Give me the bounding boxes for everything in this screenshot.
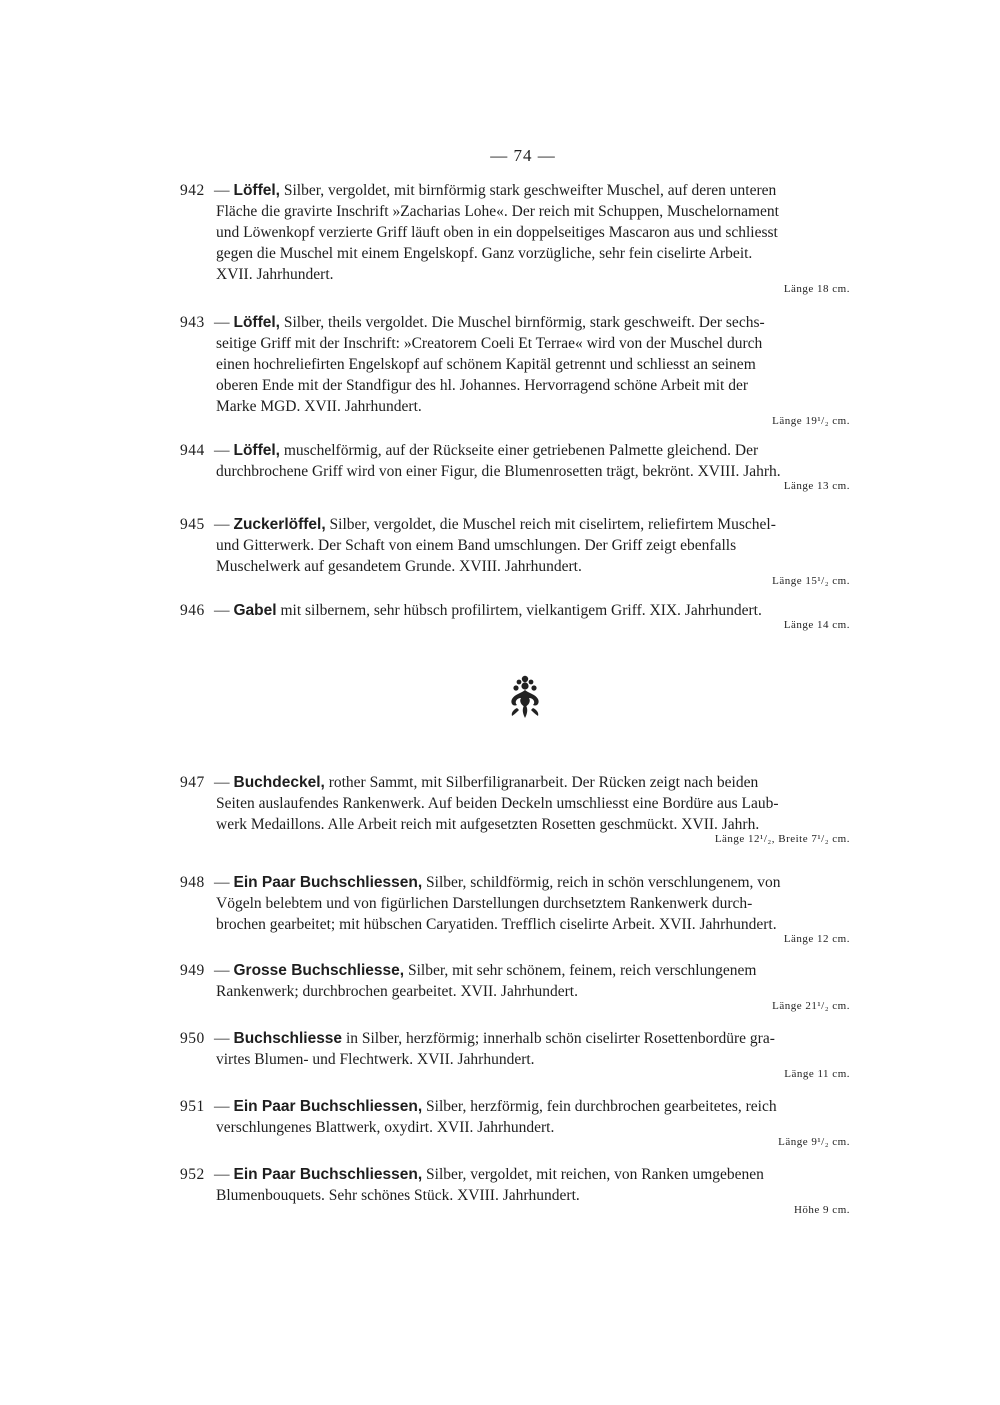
entry-measurement: Länge 19¹/₂ cm. bbox=[772, 415, 850, 427]
entry-line-text: seitige Griff mit der Inschrift: »Creatorem Coeli Et Terrae« wird von der Muschel durch bbox=[216, 335, 763, 352]
entry-line bbox=[180, 396, 880, 417]
entry-line bbox=[180, 222, 880, 243]
entry-line bbox=[180, 264, 880, 285]
entry-dash: — bbox=[214, 314, 230, 331]
entry-measurement: Länge 12¹/₂, Breite 7¹/₂ cm. bbox=[714, 833, 850, 845]
catalogue-entry bbox=[180, 872, 880, 945]
entry-dash: — bbox=[214, 962, 230, 979]
entry-line-text: Muschelwerk auf gesandetem Grunde. XVIII. Jahrhundert. bbox=[216, 558, 582, 575]
entry-number: 945 bbox=[180, 516, 205, 533]
entry-line bbox=[180, 375, 880, 396]
entry-line-text: gegen die Muschel mit einem Engelskopf. Ganz vorzügliche, sehr fein ciselirte Arbeit. bbox=[216, 245, 753, 262]
entry-text bbox=[180, 312, 880, 417]
entry-line-text: mit silbernem, sehr hübsch profilirtem, vielkantigem Griff. XIX. Jahrhundert. bbox=[280, 602, 762, 619]
entry-text bbox=[180, 1164, 880, 1206]
entry-number: 952 bbox=[180, 1166, 205, 1183]
entry-line bbox=[180, 354, 880, 375]
entry-text bbox=[180, 1096, 880, 1138]
entry-text bbox=[180, 514, 880, 577]
entry-dash: — bbox=[214, 1030, 230, 1047]
entry-line-text: brochen gearbeitet; mit hübschen Caryatiden. Trefflich ciselirte Arbeit. XVII. Jahrhundert. bbox=[216, 916, 777, 933]
entry-line-text: in Silber, herzförmig; innerhalb schön ciselirter Rosettenbordüre gra- bbox=[345, 1030, 775, 1047]
catalogue-entry bbox=[180, 1028, 880, 1080]
entry-title: Ein Paar Buchschliessen, bbox=[233, 1098, 423, 1115]
entry-measurement: Länge 18 cm. bbox=[783, 283, 850, 295]
entry-measurement: Länge 14 cm. bbox=[783, 619, 850, 631]
entry-dash: — bbox=[214, 1166, 230, 1183]
entry-line bbox=[180, 535, 880, 556]
entry-line-text: Silber, vergoldet, mit birnförmig stark geschweifter Muschel, auf deren unteren bbox=[283, 182, 777, 199]
entry-number: 950 bbox=[180, 1030, 205, 1047]
entry-line-text: Rankenwerk; durchbrochen gearbeitet. XVII. Jahrhundert. bbox=[216, 983, 578, 1000]
entry-line bbox=[180, 243, 880, 264]
entry-line-text: Seiten auslaufendes Rankenwerk. Auf beiden Deckeln umschliesst eine Bordüre aus Laub- bbox=[216, 795, 779, 812]
entry-line bbox=[180, 1028, 880, 1049]
entry-line-text: Silber, mit sehr schönem, feinem, reich verschlungenem bbox=[407, 962, 757, 979]
entry-line bbox=[180, 872, 880, 893]
entry-text bbox=[180, 872, 880, 935]
entry-line bbox=[180, 333, 880, 354]
entry-line-text: Silber, vergoldet, die Muschel reich mit ciselirtem, reliefirtem Muschel- bbox=[329, 516, 776, 533]
entry-line bbox=[180, 180, 880, 201]
entry-number: 949 bbox=[180, 962, 205, 979]
entry-line-text: oberen Ende mit der Standfigur des hl. Johannes. Hervorragend schöne Arbeit mit der bbox=[216, 377, 749, 394]
entry-line-text: und Löwenkopf verzierte Griff läuft oben in ein doppelseitiges Mascaron aus und schliesst bbox=[216, 224, 778, 241]
entry-line-text: und Gitterwerk. Der Schaft von einem Band umschlungen. Der Griff zeigt ebenfalls bbox=[216, 537, 737, 554]
entry-line-text: einen hochreliefirten Engelskopf auf schönem Kapitäl getrennt und schliesst an seinem bbox=[216, 356, 756, 373]
entry-measurement: Länge 15¹/₂ cm. bbox=[772, 575, 850, 587]
entry-line bbox=[180, 440, 880, 461]
entry-line-text: Silber, theils vergoldet. Die Muschel birnförmig, stark geschweift. Der sechs- bbox=[283, 314, 765, 331]
catalogue-entry bbox=[180, 514, 880, 587]
entry-line bbox=[180, 1049, 880, 1070]
entry-dash: — bbox=[214, 516, 230, 533]
entry-measurement: Länge 9¹/₂ cm. bbox=[778, 1136, 850, 1148]
entry-line-text: Vögeln belebtem und von figürlichen Darstellungen durchsetztem Rankenwerk durch- bbox=[216, 895, 753, 912]
entry-line-text: XVII. Jahrhundert. bbox=[216, 266, 334, 283]
entry-measurement: Länge 11 cm. bbox=[784, 1068, 850, 1080]
entry-title: Gabel bbox=[233, 602, 277, 619]
entry-dash: — bbox=[214, 442, 230, 459]
entry-dash: — bbox=[214, 774, 230, 791]
entry-line bbox=[180, 514, 880, 535]
entry-dash: — bbox=[214, 182, 230, 199]
entry-title: Grosse Buchschliesse, bbox=[233, 962, 405, 979]
entry-dash: — bbox=[214, 1098, 230, 1115]
entry-line bbox=[180, 914, 880, 935]
entry-measurement: Höhe 9 cm. bbox=[793, 1204, 850, 1216]
entry-line bbox=[180, 1096, 880, 1117]
catalogue-entry bbox=[180, 600, 880, 631]
entry-title: Löffel, bbox=[233, 314, 280, 331]
entry-measurement: Länge 21¹/₂ cm. bbox=[772, 1000, 850, 1012]
entry-line bbox=[180, 960, 880, 981]
entry-title: Ein Paar Buchschliessen, bbox=[233, 874, 423, 891]
entry-line-text: verschlungenes Blattwerk, oxydirt. XVII. Jahrhundert. bbox=[216, 1119, 555, 1136]
catalogue-entry bbox=[180, 180, 880, 295]
entry-number: 942 bbox=[180, 182, 205, 199]
entry-line bbox=[180, 893, 880, 914]
entry-line bbox=[180, 201, 880, 222]
entry-line-text: Silber, schildförmig, reich in schön verschlungenem, von bbox=[426, 874, 781, 891]
entry-number: 951 bbox=[180, 1098, 205, 1115]
entry-measurement: Länge 12 cm. bbox=[783, 933, 850, 945]
entry-text bbox=[180, 960, 880, 1002]
entry-line bbox=[180, 772, 880, 793]
entry-line bbox=[180, 1117, 880, 1138]
catalogue-entry bbox=[180, 1164, 880, 1216]
catalogue-entry bbox=[180, 772, 880, 845]
entry-title: Buchdeckel, bbox=[233, 774, 325, 791]
entry-text bbox=[180, 180, 880, 285]
entry-number: 946 bbox=[180, 602, 205, 619]
catalogue-entry bbox=[180, 960, 880, 1012]
entry-line bbox=[180, 1185, 880, 1206]
entry-title: Buchschliesse bbox=[233, 1030, 343, 1047]
entry-line bbox=[180, 1164, 880, 1185]
page-number: — 74 — bbox=[490, 146, 556, 165]
entry-number: 943 bbox=[180, 314, 205, 331]
entry-text bbox=[180, 772, 880, 835]
entry-number: 944 bbox=[180, 442, 205, 459]
entry-line bbox=[180, 312, 880, 333]
entry-line-text: Silber, vergoldet, mit reichen, von Ranken umgebenen bbox=[426, 1166, 764, 1183]
entry-number: 948 bbox=[180, 874, 205, 891]
entry-line-text: Fläche die gravirte Inschrift »Zacharias Lohe«. Der reich mit Schuppen, Muschelornament bbox=[216, 203, 779, 220]
entry-line bbox=[180, 461, 880, 482]
entry-line-text: muschelförmig, auf der Rückseite einer getriebenen Palmette gleichend. Der bbox=[283, 442, 759, 459]
catalogue-entry bbox=[180, 312, 880, 427]
entry-dash: — bbox=[214, 874, 230, 891]
entry-line-text: virtes Blumen- und Flechtwerk. XVII. Jahrhundert. bbox=[216, 1051, 535, 1068]
entry-title: Löffel, bbox=[233, 442, 280, 459]
entry-dash: — bbox=[214, 602, 230, 619]
entry-line-text: Silber, herzförmig, fein durchbrochen gearbeitetes, reich bbox=[426, 1098, 777, 1115]
entry-text bbox=[180, 1028, 880, 1070]
entry-text bbox=[180, 440, 880, 482]
entry-line-text: rother Sammt, mit Silberfiligranarbeit. Der Rücken zeigt nach beiden bbox=[328, 774, 759, 791]
entry-number: 947 bbox=[180, 774, 205, 791]
entry-line-text: Blumenbouquets. Sehr schönes Stück. XVIII. Jahrhundert. bbox=[216, 1187, 580, 1204]
entry-line-text: werk Medaillons. Alle Arbeit reich mit aufgesetzten Rosetten geschmückt. XVII. Jahrh. bbox=[216, 816, 760, 833]
entry-text bbox=[180, 600, 880, 621]
entry-title: Löffel, bbox=[233, 182, 280, 199]
entry-title: Ein Paar Buchschliessen, bbox=[233, 1166, 423, 1183]
entry-line bbox=[180, 556, 880, 577]
catalogue-entry bbox=[180, 1096, 880, 1148]
entry-line bbox=[180, 793, 880, 814]
fleuron-ornament-icon bbox=[503, 674, 547, 720]
entry-line bbox=[180, 981, 880, 1002]
entry-line bbox=[180, 814, 880, 835]
catalogue-entry bbox=[180, 440, 880, 492]
entry-measurement: Länge 13 cm. bbox=[783, 480, 850, 492]
entry-title: Zuckerlöffel, bbox=[233, 516, 326, 533]
entry-line-text: Marke MGD. XVII. Jahrhundert. bbox=[216, 398, 422, 415]
entry-line-text: durchbrochene Griff wird von einer Figur, die Blumenrosetten trägt, bekrönt. XVIII. Jahrh. bbox=[216, 463, 781, 480]
entry-line bbox=[180, 600, 880, 621]
